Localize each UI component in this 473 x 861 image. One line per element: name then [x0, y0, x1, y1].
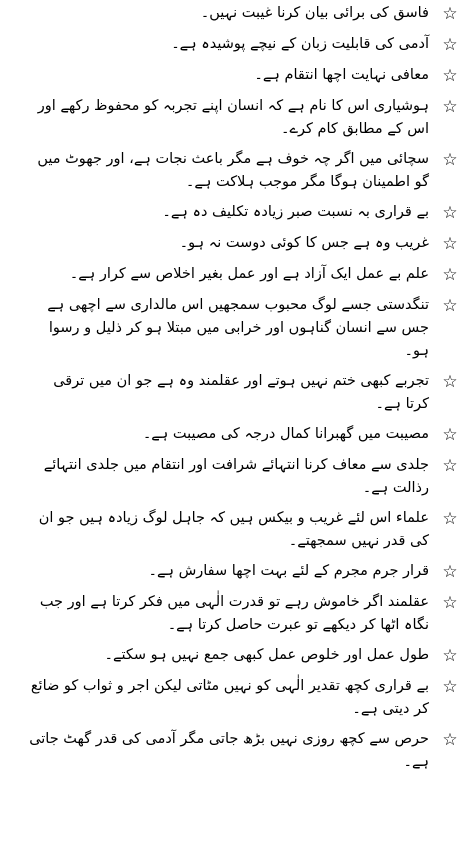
list-item [26, 560, 461, 584]
saying-text: مصیبت میں گھبرانا کمال درجہ کی مصیبت ہے۔ [142, 426, 429, 442]
saying-text: طول عمل اور خلوص عمل کبھی جمع نہیں ہو سکتے۔ [104, 647, 429, 663]
saying-text: معافی نہایت اچھا انتقام ہے۔ [254, 67, 429, 83]
list-item [26, 148, 461, 194]
list-item [26, 64, 461, 88]
list-item [26, 33, 461, 57]
star-icon: ☆ [442, 35, 458, 55]
star-icon: ☆ [442, 265, 458, 285]
list-item [26, 370, 461, 416]
list-item [26, 263, 461, 287]
saying-text: تجربے کبھی ختم نہیں ہوتے اور عقلمند وہ ہے جو ان میں ترقی کرتا ہے۔ [53, 373, 429, 412]
star-icon: ☆ [442, 203, 458, 223]
star-icon: ☆ [442, 646, 458, 666]
list-item [26, 2, 461, 26]
list-item [26, 232, 461, 256]
list-item [26, 507, 461, 553]
star-icon: ☆ [442, 4, 458, 24]
saying-text: جلدی سے معاف کرنا انتہائے شرافت اور انتقام میں جلدی انتہائے رذالت ہے۔ [43, 457, 429, 496]
star-icon: ☆ [442, 66, 458, 86]
list-item [26, 675, 461, 721]
list-item [26, 294, 461, 363]
saying-text: تنگدستی جسے لوگ محبوب سمجھیں اس مالداری سے اچھی ہے جس سے انسان گناہوں اور خرابی میں مبتلا ہو کر ذلیل و رسوا ہو۔ [47, 297, 429, 359]
saying-text: غریب وہ ہے جس کا کوئی دوست نہ ہو۔ [179, 235, 429, 251]
sayings-list [26, 2, 461, 774]
star-icon: ☆ [442, 425, 458, 445]
saying-text: ہوشیاری اس کا نام ہے کہ انسان اپنے تجربہ کو محفوظ رکھے اور اس کے مطابق کام کرے۔ [37, 98, 429, 137]
saying-text: فاسق کی برائی بیان کرنا غیبت نہیں۔ [200, 5, 429, 21]
star-icon: ☆ [442, 593, 458, 613]
star-icon: ☆ [442, 97, 458, 117]
star-icon: ☆ [442, 677, 458, 697]
saying-text: علماء اس لئے غریب و بیکس ہیں کہ جاہل لوگ زیادہ ہیں جو ان کی قدر نہیں سمجھتے۔ [38, 510, 429, 549]
star-icon: ☆ [442, 730, 458, 750]
star-icon: ☆ [442, 562, 458, 582]
list-item [26, 728, 461, 774]
list-item [26, 423, 461, 447]
list-item [26, 95, 461, 141]
saying-text: سچائی میں اگر چہ خوف ہے مگر باعث نجات ہے، اور جھوٹ میں گو اطمینان ہوگا مگر موجب ہلاکت ہے۔ [37, 151, 429, 190]
saying-text: حرص سے کچھ روزی نہیں بڑھ جاتی مگر آدمی کی قدر گھٹ جاتی ہے۔ [29, 731, 429, 770]
saying-text: بے قراری بہ نسبت صبر زیادہ تکلیف دہ ہے۔ [162, 204, 429, 220]
star-icon: ☆ [442, 456, 458, 476]
saying-text: آدمی کی قابلیت زبان کے نیچے پوشیدہ ہے۔ [171, 36, 429, 52]
star-icon: ☆ [442, 509, 458, 529]
saying-text: عقلمند اگر خاموش رہے تو قدرت الٰہی میں فکر کرتا ہے اور جب نگاہ اٹھا کر دیکھے تو عبرت حاصل کرتا ہے۔ [39, 594, 429, 633]
saying-text: علم بے عمل ایک آزاد ہے اور عمل بغیر اخلاص سے کرار ہے۔ [69, 266, 429, 282]
star-icon: ☆ [442, 372, 458, 392]
star-icon: ☆ [442, 150, 458, 170]
list-item [26, 201, 461, 225]
star-icon: ☆ [442, 234, 458, 254]
saying-text: بے قراری کچھ تقدیر الٰہی کو نہیں مٹاتی لیکن اجر و ثواب کو ضائع کر دیتی ہے۔ [30, 678, 429, 717]
list-item [26, 644, 461, 668]
list-item [26, 591, 461, 637]
list-item [26, 454, 461, 500]
saying-text: قرار جرم مجرم کے لئے بہت اچھا سفارش ہے۔ [148, 563, 429, 579]
star-icon: ☆ [442, 296, 458, 316]
